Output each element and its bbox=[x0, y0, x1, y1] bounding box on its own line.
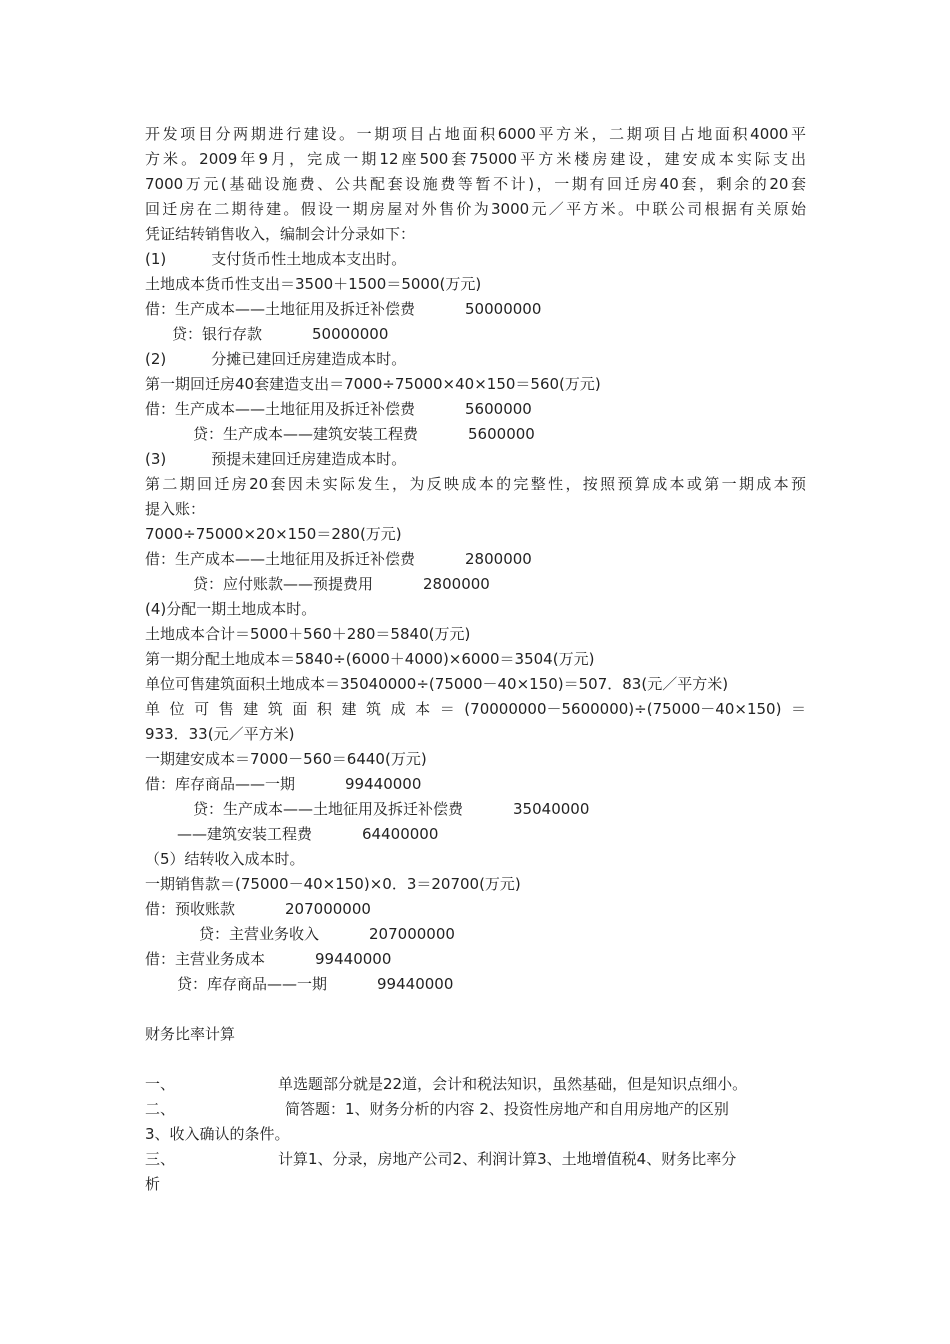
outline-item-2-continued: 3、收入确认的条件。 bbox=[145, 1125, 290, 1143]
step4-calc-4b: 933．33(元／平方米) bbox=[145, 725, 295, 743]
step5-debit-1: 借：预收账款 207000000 bbox=[145, 897, 371, 922]
intro-line-3: 7000万元(基础设施费、公共配套设施费等暂不计)，一期有回迁房40套，剩余的20套 bbox=[145, 175, 806, 193]
step5-heading: （5）结转收入成本时。 bbox=[145, 850, 305, 868]
step3-paragraph-2: 提入账： bbox=[145, 500, 206, 518]
step4-calc-1: 土地成本合计＝5000＋560＋280＝5840(万元) bbox=[145, 625, 471, 643]
step5-credit-2: 贷：库存商品——一期 99440000 bbox=[177, 972, 453, 997]
step4-credit-1-amount: 35040000 bbox=[513, 800, 590, 818]
step4-calc-2: 第一期分配土地成本＝5840÷(6000＋4000)×6000＝3504(万元) bbox=[145, 650, 595, 668]
intro-line-2: 方米。2009年9月，完成一期12座500套75000平方米楼房建设，建安成本实际支出 bbox=[145, 150, 806, 168]
step5-credit-1: 贷：主营业务收入 207000000 bbox=[199, 922, 455, 947]
step1-heading bbox=[145, 247, 406, 272]
step3-paragraph-1: 第二期回迁房20套因未实际发生，为反映成本的完整性，按照预算成本或第一期成本预 bbox=[145, 475, 806, 493]
intro-line-1: 开发项目分两期进行建设。一期项目占地面积6000平方米，二期项目占地面积4000平 bbox=[145, 125, 806, 143]
intro-line-5: 凭证结转销售收入，编制会计分录如下： bbox=[145, 225, 416, 243]
outline-item-2 bbox=[145, 1097, 729, 1122]
step5-credit-1-amount: 207000000 bbox=[369, 925, 455, 943]
step4-credit-2: ——建筑安装工程费 64400000 bbox=[177, 822, 438, 847]
step5-debit-2-amount: 99440000 bbox=[315, 950, 392, 968]
step1-number: (1) bbox=[145, 250, 167, 268]
step4-credit-2-amount: 64400000 bbox=[362, 825, 439, 843]
intro-line-4: 回迁房在二期待建。假设一期房屋对外售价为3000元／平方米。中联公司根据有关原始 bbox=[145, 200, 806, 218]
step4-calc-3: 单位可售建筑面积土地成本＝35040000÷(75000－40×150)＝507．83(元／平方米) bbox=[145, 675, 729, 693]
step2-title: 分摊已建回迁房建造成本时。 bbox=[211, 350, 407, 368]
outline-item-1-number: 一、 bbox=[145, 1075, 176, 1093]
step2-debit: 借：生产成本——土地征用及拆迁补偿费 5600000 bbox=[145, 397, 532, 422]
outline-item-2-text: 简答题：1、财务分析的内容 2、投资性房地产和自用房地产的区别 bbox=[285, 1100, 729, 1118]
step4-debit: 借：库存商品——一期 99440000 bbox=[145, 772, 421, 797]
step3-calc: 7000÷75000×20×150＝280(万元) bbox=[145, 525, 402, 543]
step4-debit-amount: 99440000 bbox=[345, 775, 422, 793]
step3-debit: 借：生产成本——土地征用及拆迁补偿费 2800000 bbox=[145, 547, 532, 572]
step3-title: 预提未建回迁房建造成本时。 bbox=[211, 450, 407, 468]
step2-number: (2) bbox=[145, 350, 167, 368]
step3-credit: 贷：应付账款——预提费用 2800000 bbox=[193, 572, 490, 597]
outline-item-1-text: 单选题部分就是22道，会计和税法知识，虽然基础，但是知识点细小。 bbox=[278, 1075, 748, 1093]
outline-item-1 bbox=[145, 1072, 747, 1097]
step5-debit-2: 借：主营业务成本 99440000 bbox=[145, 947, 391, 972]
step2-credit-amount: 5600000 bbox=[468, 425, 535, 443]
outline-item-3-text: 计算1、分录，房地产公司2、利润计算3、土地增值税4、财务比率分 bbox=[278, 1150, 737, 1168]
step3-debit-amount: 2800000 bbox=[465, 550, 532, 568]
step4-calc-4a: 单位可售建筑面积建筑成本＝(70000000－5600000)÷(75000－40×150)＝ bbox=[145, 700, 806, 718]
step1-credit: 贷：银行存款 50000000 bbox=[172, 322, 388, 347]
outline-item-3-continued: 析 bbox=[145, 1175, 161, 1193]
step4-credit-1: 贷：生产成本——土地征用及拆迁补偿费 35040000 bbox=[193, 797, 589, 822]
step3-credit-amount: 2800000 bbox=[423, 575, 490, 593]
step1-debit: 借：生产成本——土地征用及拆迁补偿费 50000000 bbox=[145, 297, 541, 322]
ratio-heading: 财务比率计算 bbox=[145, 1025, 236, 1043]
step1-credit-amount: 50000000 bbox=[312, 325, 389, 343]
step2-calc: 第一期回迁房40套建造支出＝7000÷75000×40×150＝560(万元) bbox=[145, 375, 601, 393]
step1-debit-amount: 50000000 bbox=[465, 300, 542, 318]
step2-credit: 贷：生产成本——建筑安装工程费 5600000 bbox=[193, 422, 535, 447]
outline-item-3-number: 三、 bbox=[145, 1150, 176, 1168]
step4-heading: (4)分配一期土地成本时。 bbox=[145, 600, 317, 618]
step4-calc-5: 一期建安成本＝7000－560＝6440(万元) bbox=[145, 750, 427, 768]
outline-item-2-number: 二、 bbox=[145, 1100, 176, 1118]
step2-heading bbox=[145, 347, 406, 372]
step3-heading bbox=[145, 447, 406, 472]
step5-credit-2-amount: 99440000 bbox=[377, 975, 454, 993]
step3-number: (3) bbox=[145, 450, 167, 468]
step1-title: 支付货币性土地成本支出时。 bbox=[211, 250, 407, 268]
outline-item-3 bbox=[145, 1147, 736, 1172]
step2-debit-amount: 5600000 bbox=[465, 400, 532, 418]
step5-calc: 一期销售款＝(75000－40×150)×0．3＝20700(万元) bbox=[145, 875, 521, 893]
step5-debit-1-amount: 207000000 bbox=[285, 900, 371, 918]
step1-calc: 土地成本货币性支出＝3500＋1500＝5000(万元) bbox=[145, 275, 482, 293]
